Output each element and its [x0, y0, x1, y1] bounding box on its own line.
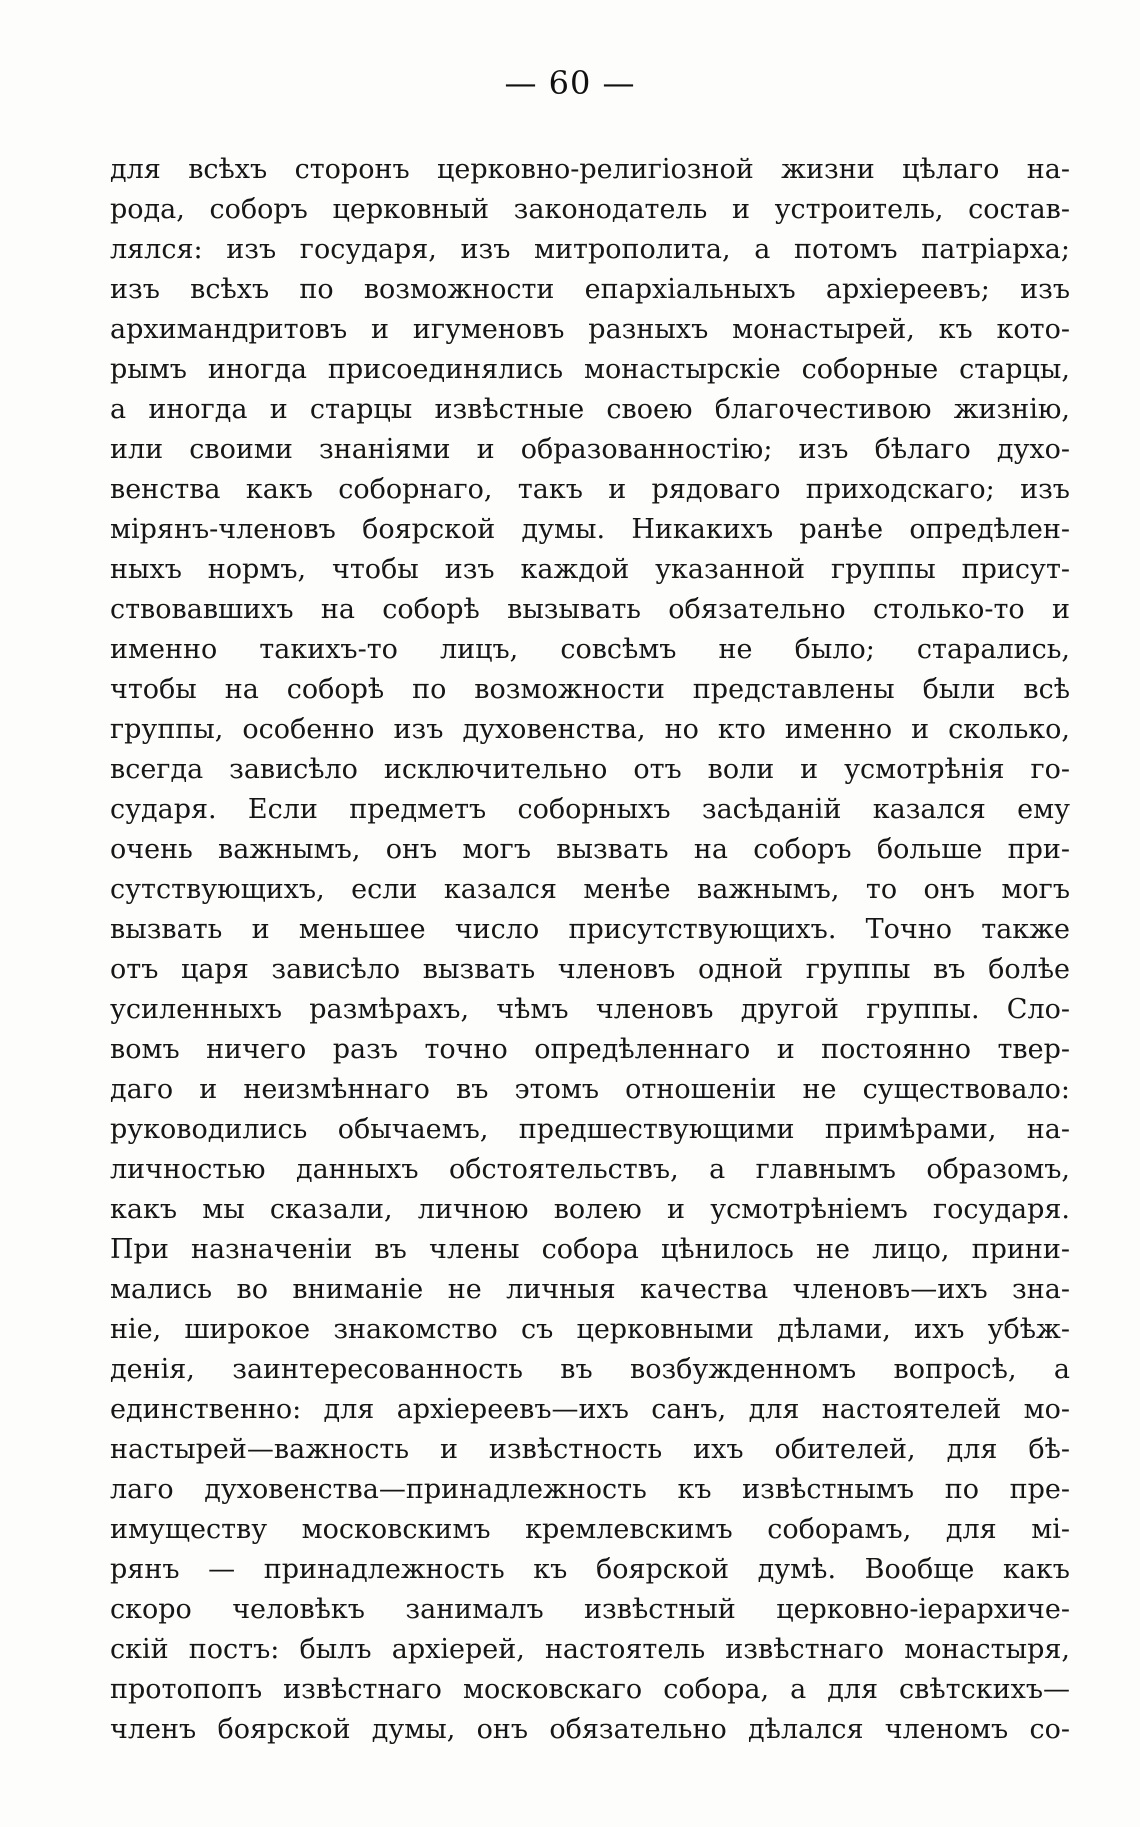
- text-line: или своими знаніями и образованностію; изъ бѣлаго духо-: [110, 434, 1070, 465]
- text-line: архимандритовъ и игуменовъ разныхъ монастырей, къ кото-: [110, 314, 1070, 345]
- text-line: рянъ — принадлежность къ боярской думѣ. Вообще какъ: [110, 1554, 1070, 1585]
- text-line: вомъ ничего разъ точно опредѣленнаго и постоянно твер-: [110, 1034, 1070, 1065]
- text-line: для всѣхъ сторонъ церковно-религіозной жизни цѣлаго на-: [110, 154, 1070, 185]
- page-number: — 60 —: [504, 64, 636, 102]
- text-line: отъ царя зависѣло вызвать членовъ одной группы въ болѣе: [110, 954, 1070, 985]
- text-line: вызвать и меньшее число присутствующихъ. Точно также: [110, 914, 1070, 945]
- text-line: сударя. Если предметъ соборныхъ засѣданій казался ему: [110, 794, 1070, 825]
- text-line: имуществу московскимъ кремлевскимъ соборамъ, для мі-: [110, 1514, 1070, 1545]
- text-line: членъ боярской думы, онъ обязательно дѣлался членомъ со-: [110, 1714, 1070, 1745]
- text-line: лаго духовенства—принадлежность къ извѣстнымъ по пре-: [110, 1474, 1070, 1505]
- text-line: При назначеніи въ члены собора цѣнилось не лицо, прини-: [110, 1234, 1070, 1265]
- text-line: группы, особенно изъ духовенства, но кто именно и сколько,: [110, 714, 1070, 745]
- text-line: рода, соборъ церковный законодатель и устроитель, состав-: [110, 194, 1070, 225]
- text-line: очень важнымъ, онъ могъ вызвать на соборъ больше при-: [110, 834, 1070, 865]
- text-line: денія, заинтересованность въ возбужденномъ вопросѣ, а: [110, 1354, 1070, 1385]
- text-line: мірянъ-членовъ боярской думы. Никакихъ ранѣе опредѣлен-: [110, 514, 1070, 545]
- text-line: ніе, широкое знакомство съ церковными дѣлами, ихъ убѣж-: [110, 1314, 1070, 1345]
- text-line: какъ мы сказали, личною волею и усмотрѣніемъ государя.: [110, 1194, 1070, 1225]
- text-line: изъ всѣхъ по возможности епархіальныхъ архіереевъ; изъ: [110, 274, 1070, 305]
- text-line: сутствующихъ, если казался менѣе важнымъ, то онъ могъ: [110, 874, 1070, 905]
- text-line: рымъ иногда присоединялись монастырскіе соборные старцы,: [110, 354, 1070, 385]
- text-line: венства какъ соборнаго, такъ и рядоваго приходскаго; изъ: [110, 474, 1070, 505]
- text-line: скій постъ: былъ архіерей, настоятель извѣстнаго монастыря,: [110, 1634, 1070, 1665]
- text-line: настырей—важность и извѣстность ихъ обителей, для бѣ-: [110, 1434, 1070, 1465]
- text-line: мались во вниманіе не личныя качества членовъ—ихъ зна-: [110, 1274, 1070, 1305]
- text-line: личностью данныхъ обстоятельствъ, а главнымъ образомъ,: [110, 1154, 1070, 1185]
- text-line: единственно: для архіереевъ—ихъ санъ, для настоятелей мо-: [110, 1394, 1070, 1425]
- text-line: ныхъ нормъ, чтобы изъ каждой указанной группы присут-: [110, 554, 1070, 585]
- text-line: чтобы на соборѣ по возможности представлены были всѣ: [110, 674, 1070, 705]
- text-line: ствовавшихъ на соборѣ вызывать обязательно столько-то и: [110, 594, 1070, 625]
- text-line: руководились обычаемъ, предшествующими примѣрами, на-: [110, 1114, 1070, 1145]
- text-line: протопопъ извѣстнаго московскаго собора, а для свѣтскихъ—: [110, 1674, 1070, 1705]
- text-line: даго и неизмѣннаго въ этомъ отношеніи не существовало:: [110, 1074, 1070, 1105]
- text-line: именно такихъ-то лицъ, совсѣмъ не было; старались,: [110, 634, 1070, 665]
- text-line: лялся: изъ государя, изъ митрополита, а потомъ патріарха;: [110, 234, 1070, 265]
- text-line: всегда зависѣло исключительно отъ воли и усмотрѣнія го-: [110, 754, 1070, 785]
- text-line: скоро человѣкъ занималъ извѣстный церковно-іерархиче-: [110, 1594, 1070, 1625]
- body-text: [110, 150, 1070, 1750]
- text-line: усиленныхъ размѣрахъ, чѣмъ членовъ другой группы. Сло-: [110, 994, 1070, 1025]
- text-line: а иногда и старцы извѣстные своею благочестивою жизнію,: [110, 394, 1070, 425]
